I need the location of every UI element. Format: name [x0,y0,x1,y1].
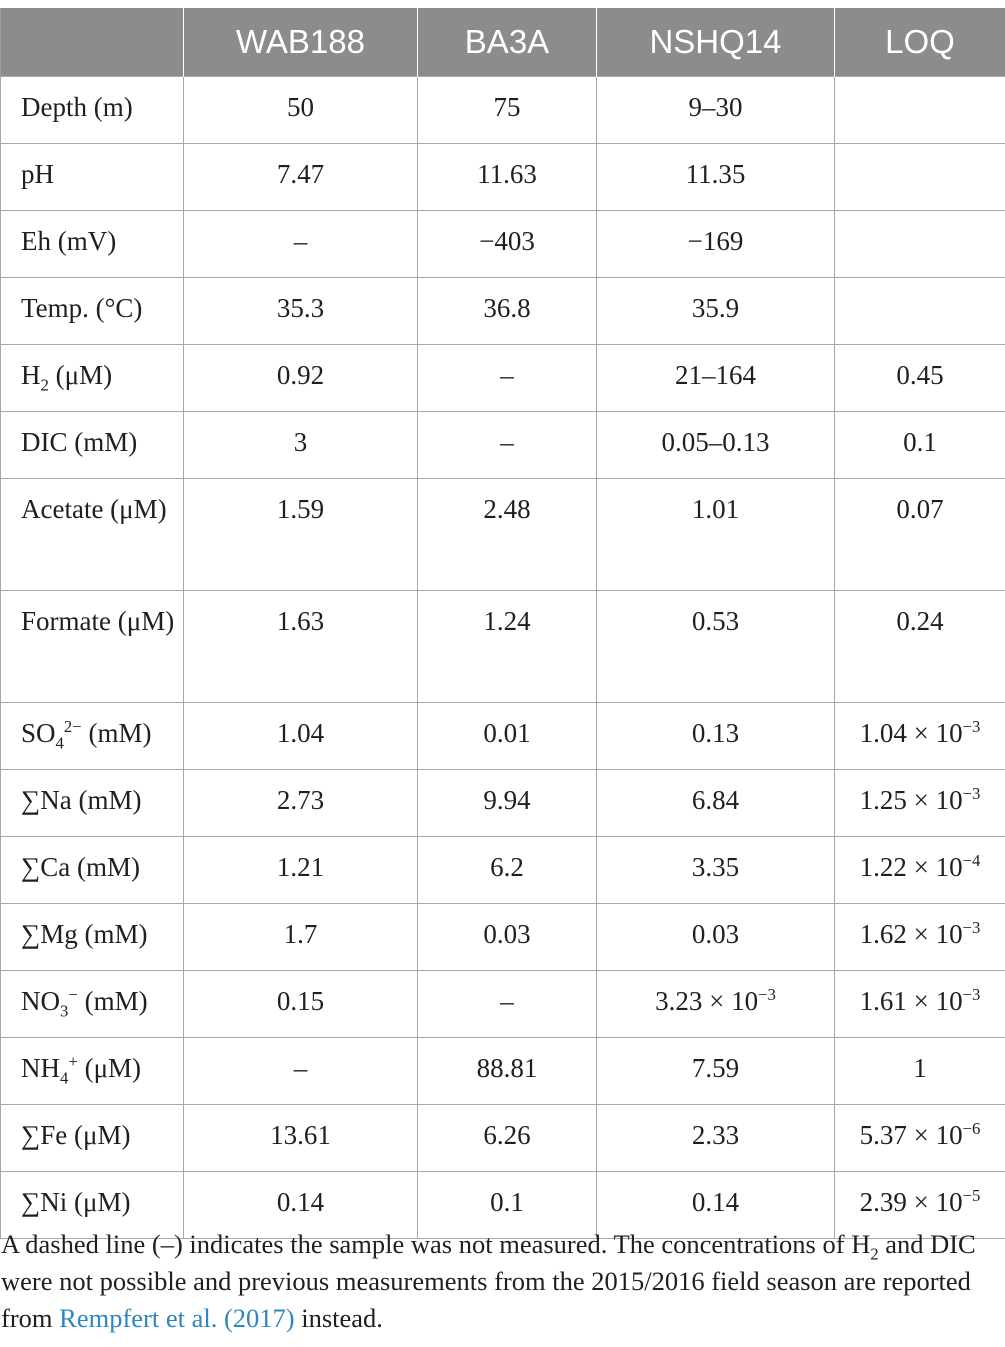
table-cell: 0.03 [597,904,835,971]
header-ba3a: BA3A [418,8,597,77]
header-corner [1,8,184,77]
table-cell: 36.8 [418,278,597,345]
table-row [1,837,1005,904]
table-cell: 11.35 [597,144,835,211]
table-row [1,703,1005,770]
table-cell: 0.14 [184,1172,418,1239]
table-cell: 1.7 [184,904,418,971]
table-cell: 0.13 [597,703,835,770]
table-cell: 0.14 [597,1172,835,1239]
row-label-formate: Formate (μM) [1,591,184,703]
table-row [1,904,1005,971]
row-label-temp: Temp. (°C) [1,278,184,345]
row-label-h2: $H_2$ (μM) [1,345,184,412]
row-label-ammonium: $NH_4^+$ (μM) [1,1038,184,1105]
table-cell: $1.22 \times 10^{-4}$ [835,837,1005,904]
table-row [1,971,1005,1038]
table-cell: $5.37 \times 10^{-6}$ [835,1105,1005,1172]
table-cell: 2.48 [418,479,597,591]
table-cell: 21–164 [597,345,835,412]
table-cell: 0.45 [835,345,1005,412]
table-cell: $1.62 \times 10^{-3}$ [835,904,1005,971]
table-row [1,278,1005,345]
table-cell: 0.24 [835,591,1005,703]
table-row [1,770,1005,837]
header-row [1,8,1005,77]
geochemistry-table [0,8,1005,1239]
table-cell [835,144,1005,211]
table-row [1,412,1005,479]
table-cell: 6.26 [418,1105,597,1172]
table-cell: 50 [184,77,418,144]
table-cell: 1.04 [184,703,418,770]
table-cell: 13.61 [184,1105,418,1172]
table-cell: 88.81 [418,1038,597,1105]
table-cell: 3.35 [597,837,835,904]
table-cell: 0.15 [184,971,418,1038]
table-cell: 1 [835,1038,1005,1105]
table-cell: 2.33 [597,1105,835,1172]
table-cell: $1.25 \times 10^{-3}$ [835,770,1005,837]
table-cell: – [184,211,418,278]
table-cell: – [418,345,597,412]
row-label-acetate: Acetate (μM) [1,479,184,591]
table-row [1,591,1005,703]
row-label-sulfate: $SO_4^{2-}$ (mM) [1,703,184,770]
table-cell: 75 [418,77,597,144]
reference-link[interactable]: Rempfert et al. (2017) [59,1303,295,1333]
table-cell: 1.21 [184,837,418,904]
table-cell: 35.3 [184,278,418,345]
table-cell: 2.73 [184,770,418,837]
table-cell: 1.59 [184,479,418,591]
table-cell: – [418,412,597,479]
row-label-nitrate: $NO_3^-$ (mM) [1,971,184,1038]
table-cell [835,211,1005,278]
table-row [1,479,1005,591]
table-cell: 0.1 [835,412,1005,479]
table-cell: $2.39 \times 10^{-5}$ [835,1172,1005,1239]
row-label-nickel: ∑Ni (μM) [1,1172,184,1239]
table-cell: 0.01 [418,703,597,770]
table-cell [835,278,1005,345]
row-label-calcium: ∑Ca (mM) [1,837,184,904]
table-row [1,1105,1005,1172]
row-label-depth: Depth (m) [1,77,184,144]
row-label-eh: Eh (mV) [1,211,184,278]
table-cell: −403 [418,211,597,278]
table-cell: 1.01 [597,479,835,591]
table-cell: 6.2 [418,837,597,904]
table-cell: 0.03 [418,904,597,971]
table-cell: 7.47 [184,144,418,211]
table-cell: 35.9 [597,278,835,345]
table-cell: 7.59 [597,1038,835,1105]
table-cell: 0.05–0.13 [597,412,835,479]
table-cell: 3 [184,412,418,479]
table-cell: $3.23 \times 10^{-3}$ [597,971,835,1038]
table-cell: – [418,971,597,1038]
table-cell: 0.92 [184,345,418,412]
table-cell: 9–30 [597,77,835,144]
table-cell: 1.24 [418,591,597,703]
table-cell: 0.1 [418,1172,597,1239]
table-row [1,211,1005,278]
table-cell: 0.07 [835,479,1005,591]
table-cell: $1.61 \times 10^{-3}$ [835,971,1005,1038]
row-label-ph: pH [1,144,184,211]
table-cell: $1.04 \times 10^{-3}$ [835,703,1005,770]
table-row [1,345,1005,412]
table-cell: 6.84 [597,770,835,837]
table-cell: −169 [597,211,835,278]
table-row [1,1038,1005,1105]
table-cell: 0.53 [597,591,835,703]
header-loq: LOQ [835,8,1005,77]
row-label-magnesium: ∑Mg (mM) [1,904,184,971]
table-footnote: A dashed line (–) indicates the sample was not measured. The concentrations of $H_2$ and DIC were not possible and previous measurements from the 2015/2016 field season are reported from Rempfert et al. (2017) instead. [1,1229,976,1333]
header-nshq14: NSHQ14 [597,8,835,77]
table-row [1,144,1005,211]
row-label-dic: DIC (mM) [1,412,184,479]
row-label-iron: ∑Fe (μM) [1,1105,184,1172]
table-cell: 11.63 [418,144,597,211]
table-row [1,77,1005,144]
table-cell: 9.94 [418,770,597,837]
table-cell: – [184,1038,418,1105]
table-cell [835,77,1005,144]
table-cell: 1.63 [184,591,418,703]
row-label-sodium: ∑Na (mM) [1,770,184,837]
header-wab188: WAB188 [184,8,418,77]
